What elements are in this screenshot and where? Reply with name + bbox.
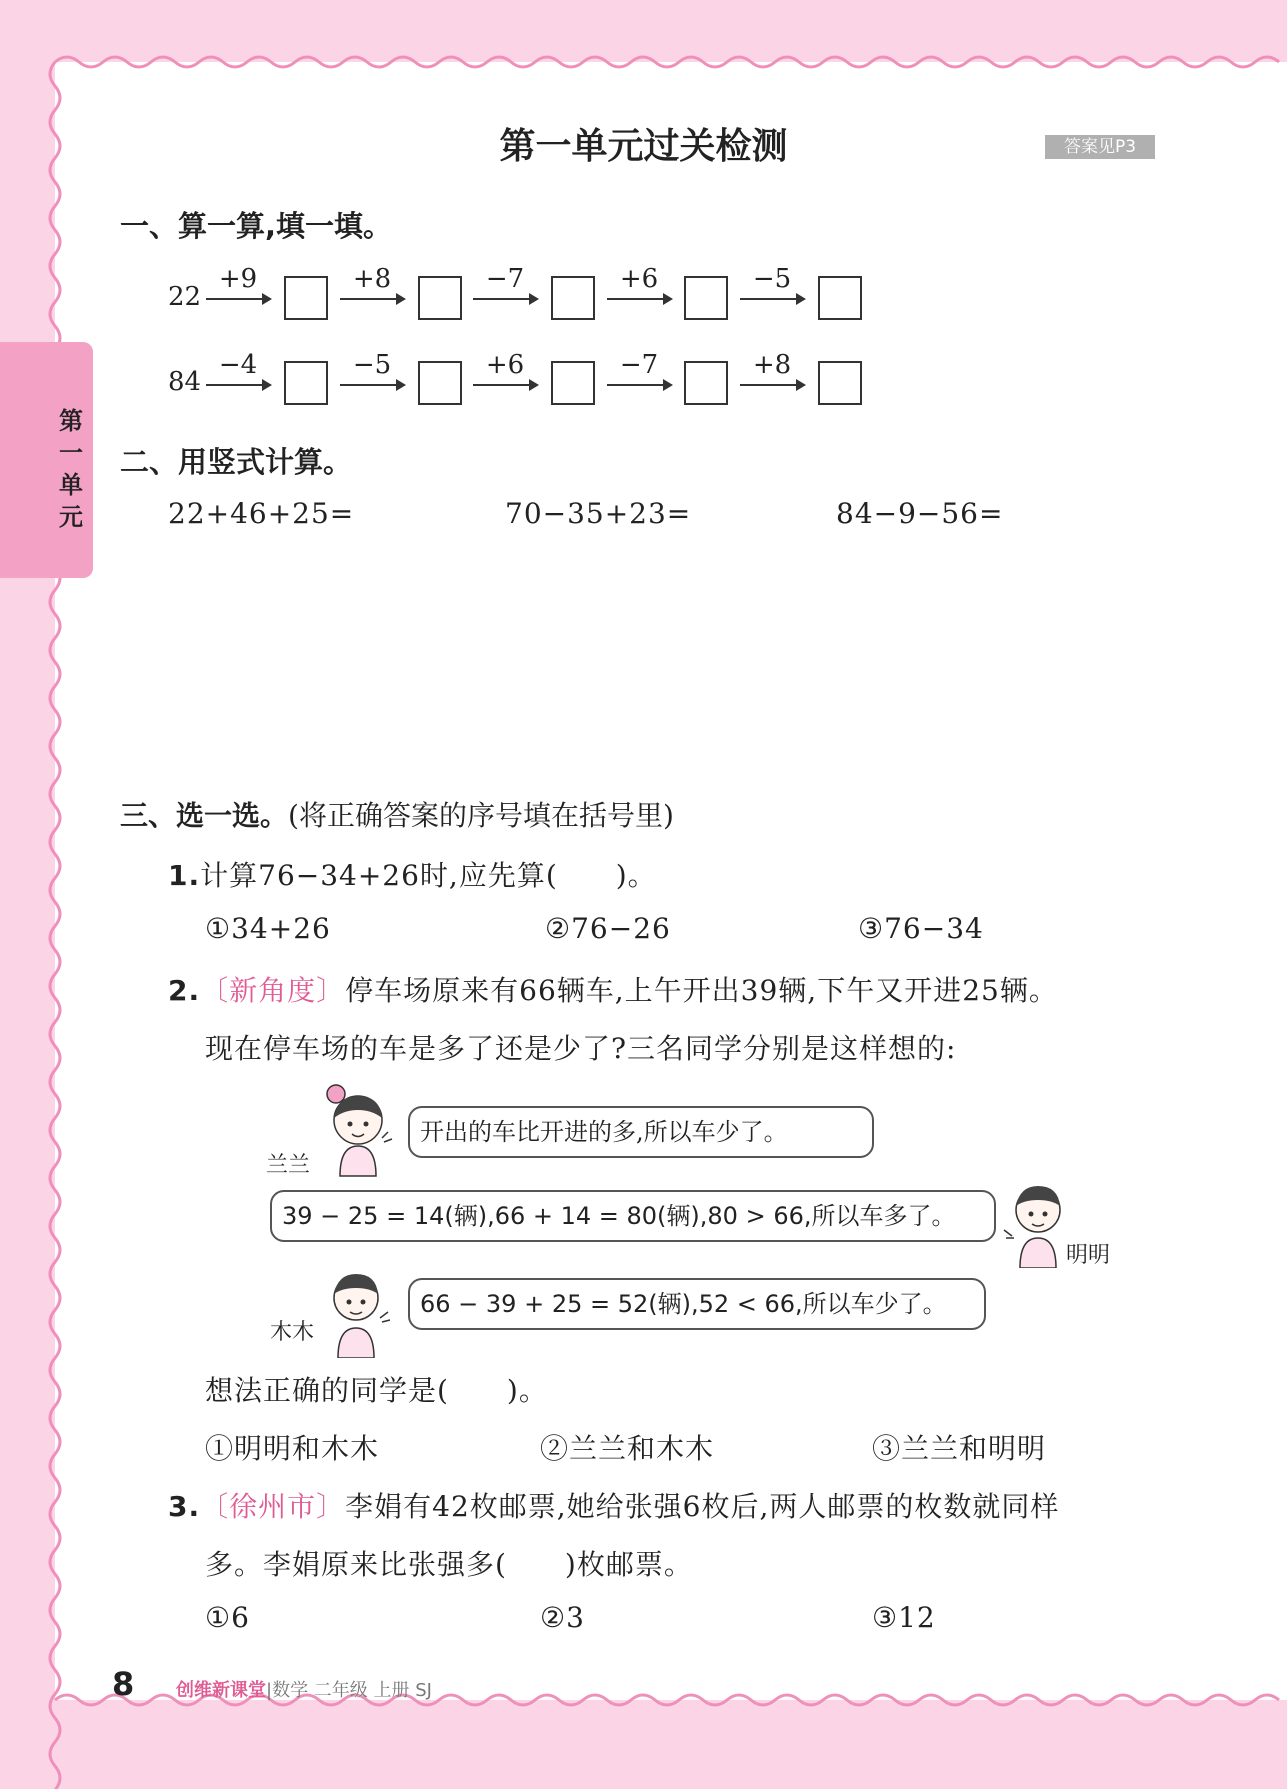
chain2-op4: −7 [619,350,659,380]
question-2-number: 2. [168,974,201,1007]
footer-book-info: |数学 二年级 上册 SJ [266,1680,432,1701]
mumu-name: 木木 [270,1320,315,1345]
q3-option-1[interactable]: ①6 [205,1601,250,1634]
q3-option-2[interactable]: ②3 [540,1601,585,1634]
question-2-line1: 停车场原来有66辆车,上午开出39辆,下午又开进25辆。 [345,974,1058,1007]
mingming-boy-illustration [1000,1178,1070,1268]
chain2-arrow3 [473,384,537,386]
footer-brand: 创维新课堂 [176,1680,266,1701]
mumu-speech-bubble: 66 − 39 + 25 = 52(辆),52 < 66,所以车少了。 [408,1278,986,1330]
vertical-calc-problem-1: 22+46+25= [168,497,355,530]
chain2-arrow5 [740,384,804,386]
chain2-arrow1 [206,384,270,386]
chain1-answer-box5[interactable] [818,276,862,320]
chain2-op2: −5 [352,350,392,380]
lanlan-speech-bubble: 开出的车比开进的多,所以车少了。 [408,1106,874,1158]
chain1-op4: +6 [619,264,659,294]
question-3-line1: 李娟有42枚邮票,她给张强6枚后,两人邮票的枚数就同样 [345,1490,1060,1523]
q2-option-3[interactable]: ③兰兰和明明 [872,1432,1047,1465]
chain1-arrow1 [206,298,270,300]
mumu-boy-illustration [322,1268,392,1358]
q1-option-2[interactable]: ②76−26 [545,912,671,945]
question-3 [168,1485,1059,1525]
question-3-line2: 多。李娟原来比张强多( )枚邮票。 [205,1548,693,1581]
chain1-answer-box4[interactable] [684,276,728,320]
lanlan-name: 兰兰 [266,1153,311,1178]
chain2-answer-box3[interactable] [551,361,595,405]
vertical-calc-problem-2: 70−35+23= [505,497,692,530]
q3-option-3[interactable]: ③12 [872,1601,936,1634]
q2-option-1[interactable]: ①明明和木木 [205,1432,380,1465]
chain1-answer-box3[interactable] [551,276,595,320]
chain1-op1: +9 [218,264,258,294]
mingming-speech-bubble: 39 − 25 = 14(辆),66 + 14 = 80(辆),80 > 66,所以车多了。 [270,1190,996,1242]
chain2-answer-box2[interactable] [418,361,462,405]
section1-heading: 一、算一算,填一填。 [120,209,393,243]
mingming-name: 明明 [1066,1243,1111,1268]
chain1-arrow4 [607,298,671,300]
question-2-prompt: 想法正确的同学是( )。 [205,1374,548,1407]
question-3-number: 3. [168,1490,201,1523]
chain2-arrow4 [607,384,671,386]
q2-option-2[interactable]: ②兰兰和木木 [540,1432,715,1465]
footer-info [176,1676,432,1702]
question-2-line2: 现在停车场的车是多了还是少了?三名同学分别是这样想的: [205,1032,957,1065]
page-number: 8 [112,1665,135,1703]
chain2-op3: +6 [485,350,525,380]
chain1-op2: +8 [352,264,392,294]
question-2 [168,969,1058,1009]
chain2-answer-box1[interactable] [284,361,328,405]
chain1-arrow2 [340,298,404,300]
chain1-start: 22 [168,282,202,312]
chain2-answer-box5[interactable] [818,361,862,405]
question-1-number: 1. [168,859,201,892]
chain2-op1: −4 [218,350,258,380]
chain1-arrow3 [473,298,537,300]
chain1-op5: −5 [752,264,792,294]
chain2-op5: +8 [752,350,792,380]
q1-option-1[interactable]: ①34+26 [205,912,331,945]
chain2-start: 84 [168,367,202,397]
question-1 [168,854,657,894]
question-2-tag: 〔新角度〕 [200,974,346,1007]
unit-side-label: 第一单元 [59,407,83,531]
chain1-answer-box2[interactable] [418,276,462,320]
lanlan-girl-illustration [322,1082,394,1178]
chain1-op3: −7 [485,264,525,294]
question-3-tag: 〔徐州市〕 [200,1490,346,1523]
vertical-calc-problem-3: 84−9−56= [836,497,1004,530]
chain1-answer-box1[interactable] [284,276,328,320]
chain1-arrow5 [740,298,804,300]
section2-heading: 二、用竖式计算。 [120,445,353,479]
page-title: 第一单元过关检测 [499,126,788,167]
q1-option-3[interactable]: ③76−34 [858,912,984,945]
question-1-text: 计算76−34+26时,应先算( )。 [200,859,657,892]
section3-heading: 三、选一选。 [120,799,289,832]
chain2-arrow2 [340,384,404,386]
section3-heading-row [120,794,674,834]
answer-reference-badge: 答案见P3 [1045,135,1155,159]
chain2-answer-box4[interactable] [684,361,728,405]
section3-heading-note: (将正确答案的序号填在括号里) [288,799,674,832]
